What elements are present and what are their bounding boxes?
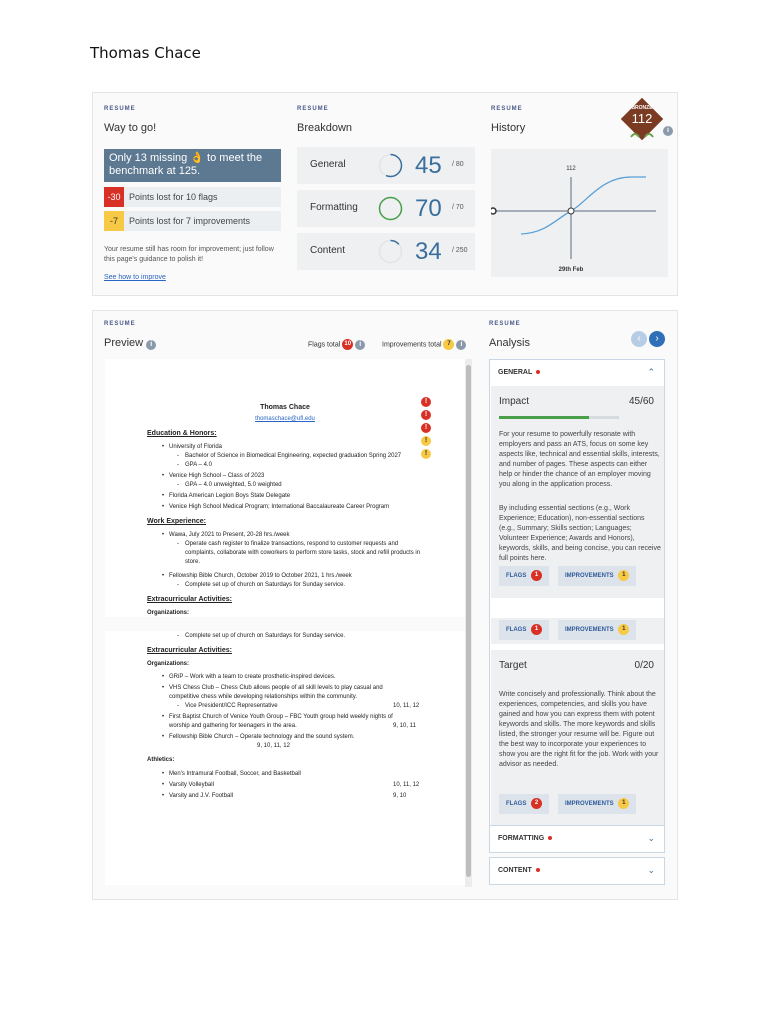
- document-title: Thomas Chace: [90, 44, 201, 62]
- flag-marker-icon[interactable]: !: [421, 410, 431, 420]
- summary-panel: [92, 92, 678, 296]
- target-paragraph: Write concisely and professionally. Think about the experiences, competencies, and skills you have gained and how you can express them with potent keywords and skills. The more keywords and skills listed, the stronger your resume will be. Figure out the best way to incorporate your experiences to show you are the right fit for the job. Work with your advisor as needed.: [499, 691, 659, 768]
- resume-years: 10, 11, 12: [393, 703, 420, 709]
- benchmark-banner: Only 13 missing 👌 to meet the benchmark at 125.: [104, 149, 281, 182]
- improvements-points-value: -7: [104, 211, 124, 231]
- flags-total: [308, 339, 365, 350]
- resume-bullet: • Venice High School – Class of 2023: [169, 472, 264, 481]
- resume-bullet: • Varsity and J.V. Football: [169, 792, 233, 801]
- general-flag-dot: [536, 370, 540, 374]
- improvement-marker-icon[interactable]: !: [421, 436, 431, 446]
- content-score-ring: [377, 238, 404, 265]
- resume-preview-page[interactable]: [105, 359, 470, 617]
- badge-label: BRONZE: [631, 105, 653, 111]
- history-point-label: 112: [566, 166, 576, 172]
- resume-years: 10, 11, 12: [393, 782, 420, 788]
- improvements-total-label: Improvements total: [382, 341, 442, 349]
- preview-info-icon[interactable]: i: [146, 340, 156, 350]
- see-how-to-improve-link[interactable]: See how to improve: [104, 274, 166, 281]
- flags-points-value: -30: [104, 187, 124, 207]
- flag-marker-icon[interactable]: !: [421, 397, 431, 407]
- history-date-label: 29th Feb: [558, 267, 584, 273]
- resume-bullet: • Varsity Volleyball: [169, 781, 214, 790]
- breakdown-score: 70: [415, 195, 442, 222]
- preview-title: [104, 337, 156, 350]
- formatting-flag-dot: [548, 836, 552, 840]
- resume-years: 9, 10: [393, 793, 407, 799]
- improvements-info-icon[interactable]: i: [456, 340, 466, 350]
- breakdown-eyebrow: RESUME: [297, 106, 329, 112]
- chevron-left-icon: ‹: [637, 333, 641, 344]
- target-flags-button[interactable]: [499, 794, 549, 814]
- flags-total-count: 10: [342, 339, 353, 350]
- preview-eyebrow: RESUME: [104, 321, 136, 327]
- breakdown-max: / 250: [452, 247, 468, 254]
- resume-bullet: • First Baptist Church of Venice Youth Group – FBC Youth group held weekly nights of worship and gathering for teenagers in the area.: [169, 713, 399, 731]
- resume-subheading: Organizations:: [147, 661, 190, 667]
- chevron-right-icon: ›: [655, 333, 659, 344]
- improvements-chip-count: 1: [618, 798, 629, 809]
- breakdown-title: Breakdown: [297, 122, 353, 134]
- content-accordion-header[interactable]: [498, 867, 540, 874]
- resume-sub-bullet: - Operate cash register to finalize transactions, respond to customer requests and complaints, collaborate with coworkers to perform store tasks, stock and refill products in store.: [185, 540, 421, 567]
- improvements-chip-label: IMPROVEMENTS: [565, 627, 614, 633]
- improvement-note: Your resume still has room for improvement; just follow this page's guidance to polish it!: [104, 246, 274, 263]
- resume-sub-bullet: - Vice President/ICC Representative: [185, 702, 278, 711]
- history-info-icon[interactable]: i: [663, 126, 673, 136]
- preview-title-text: Preview: [104, 337, 144, 349]
- breakdown-label: Content: [310, 245, 346, 256]
- impact-card: [491, 386, 664, 598]
- resume-name: Thomas Chace: [260, 404, 310, 411]
- improvement-marker-icon[interactable]: !: [421, 449, 431, 459]
- target-title: Target: [499, 660, 527, 671]
- resume-heading: Extracurricular Activities:: [147, 596, 232, 603]
- way-to-go-title: Way to go!: [104, 122, 157, 134]
- resume-sub-bullet: - Bachelor of Science in Biomedical Engineering, expected graduation Spring 2027: [185, 452, 401, 461]
- resume-email: thomaschace@ufl.edu: [255, 416, 315, 422]
- content-accordion[interactable]: [489, 857, 665, 885]
- improvements-chip-count: 1: [618, 570, 629, 581]
- general-accordion-header[interactable]: [498, 369, 540, 376]
- general-label: GENERAL: [498, 369, 533, 376]
- resume-bullet: • VHS Chess Club – Chess Club allows people of all skill levels to play casual and competitive chess while developing relationships within the community.: [169, 684, 399, 702]
- resume-preview-page-continued[interactable]: [105, 631, 470, 885]
- resume-bullet: • Fellowship Bible Church, October 2019 to October 2021, 1 hrs./week: [169, 572, 352, 581]
- general-score-ring: [377, 152, 404, 179]
- resume-bullet: • University of Florida: [169, 443, 222, 452]
- analysis-eyebrow: RESUME: [489, 321, 521, 327]
- flags-total-label: Flags total: [308, 341, 341, 349]
- impact-title: Impact: [499, 396, 530, 407]
- formatting-score-ring: [377, 195, 404, 222]
- resume-heading: Work Experience:: [147, 518, 207, 525]
- improvements-total-count: 7: [443, 339, 454, 350]
- impact-progress-fill: [499, 416, 589, 419]
- bronze-badge-icon: [617, 97, 667, 147]
- improvements-chip-label: IMPROVEMENTS: [565, 801, 614, 807]
- preview-scrollbar-thumb[interactable]: [466, 365, 471, 877]
- breakdown-row-formatting: [297, 190, 475, 227]
- chevron-down-icon[interactable]: ⌄: [647, 865, 655, 875]
- breakdown-label: Formatting: [310, 202, 358, 213]
- flags-chip-count: 2: [531, 798, 542, 809]
- resume-sub-bullet: - Complete set up of church on Saturdays for Sunday service.: [185, 632, 345, 641]
- chevron-up-icon[interactable]: ⌃: [647, 367, 655, 377]
- impact-improvements-button[interactable]: [558, 620, 636, 640]
- flags-chip-label: FLAGS: [506, 801, 527, 807]
- improvements-points-text: Points lost for 7 improvements: [129, 216, 251, 226]
- breakdown-score: 45: [415, 152, 442, 179]
- resume-bullet: • Florida American Legion Boys State Delegate: [169, 492, 290, 501]
- target-value: 0/20: [634, 660, 654, 671]
- badge-score: 112: [631, 111, 653, 126]
- target-card: [491, 650, 664, 836]
- resume-bullet: • Venice High School Medical Program; International Baccalaureate Career Program: [169, 503, 389, 512]
- resume-years: 9, 10, 11, 12: [257, 743, 290, 749]
- resume-subheading: Organizations:: [147, 610, 190, 616]
- resume-sub-bullet: - Complete set up of church on Saturdays for Sunday service.: [185, 581, 345, 590]
- breakdown-row-content: [297, 233, 475, 270]
- impact-value: 45/60: [628, 396, 654, 407]
- resume-heading: Education & Honors:: [147, 430, 217, 437]
- chevron-down-icon[interactable]: ⌄: [647, 833, 655, 843]
- improvements-chip-count: 1: [618, 624, 629, 635]
- analysis-next-button[interactable]: [649, 331, 665, 347]
- breakdown-max: / 70: [452, 204, 464, 211]
- resume-bullet: • Men's Intramural Football, Soccer, and Basketball: [169, 770, 301, 779]
- resume-bullet: • Fellowship Bible Church – Operate technology and the sound system.: [169, 733, 354, 742]
- breakdown-score: 34: [415, 238, 442, 265]
- impact-card-continued: [491, 618, 664, 644]
- history-chart: [491, 149, 668, 277]
- impact-paragraph-2: By including essential sections (e.g., Work Experience; Education), non-essential sections (e.g., Summary; Skills section; Languages; Volunteer Experience; Awards and Honors), keywords, skills, and being concise, you can receive full points here.: [499, 505, 661, 562]
- impact-progress-bar: [499, 416, 619, 419]
- impact-flags-button[interactable]: [499, 566, 549, 586]
- resume-bullet: • Wawa, July 2021 to Present, 20-28 hrs./week: [169, 531, 290, 540]
- flag-marker-icon[interactable]: !: [421, 423, 431, 433]
- formatting-accordion-header[interactable]: [498, 835, 552, 842]
- preview-scrollbar[interactable]: [465, 359, 472, 887]
- resume-years: 9, 10, 11: [393, 723, 416, 729]
- impact-paragraph-1: For your resume to powerfully resonate with employers and pass an ATS, focus on some key aspects like, technical and essential skills, interests, and number of pages. These aspects can either help or hinder the chance of an employer moving you along in the application process.: [499, 431, 660, 488]
- target-improvements-button[interactable]: [558, 794, 636, 814]
- flags-points-pill: [104, 187, 281, 207]
- resume-heading: Extracurricular Activities:: [147, 647, 232, 654]
- resume-bullet: • GRiP – Work with a team to create prosthetic-inspired devices.: [169, 673, 336, 682]
- flags-info-icon[interactable]: i: [355, 340, 365, 350]
- flags-chip-label: FLAGS: [506, 627, 527, 633]
- flags-chip-count: 1: [531, 624, 542, 635]
- history-eyebrow: RESUME: [491, 106, 523, 112]
- history-title: History: [491, 122, 526, 134]
- breakdown-row-general: [297, 147, 475, 184]
- analysis-prev-button[interactable]: [631, 331, 647, 347]
- way-to-go-eyebrow: RESUME: [104, 106, 136, 112]
- content-flag-dot: [536, 868, 540, 872]
- analysis-title: Analysis: [489, 337, 530, 349]
- breakdown-label: General: [310, 159, 346, 170]
- resume-sub-bullet: - GPA – 4.0 unweighted, 5.0 weighted: [185, 481, 282, 490]
- improvements-total: [382, 339, 466, 350]
- preview-analysis-panel: [92, 310, 678, 900]
- breakdown-max: / 80: [452, 161, 464, 168]
- impact-improvements-button[interactable]: [558, 566, 636, 586]
- flags-chip-count: 1: [531, 570, 542, 581]
- formatting-label: FORMATTING: [498, 835, 545, 842]
- improvements-chip-label: IMPROVEMENTS: [565, 573, 614, 579]
- improvements-points-pill: [104, 211, 281, 231]
- content-label: CONTENT: [498, 867, 532, 874]
- resume-subheading: Athletics:: [147, 757, 175, 763]
- resume-sub-bullet: - GPA – 4.0: [185, 461, 212, 470]
- flags-points-text: Points lost for 10 flags: [129, 192, 218, 202]
- general-accordion: [489, 359, 665, 841]
- formatting-accordion[interactable]: [489, 825, 665, 853]
- impact-flags-button[interactable]: [499, 620, 549, 640]
- flags-chip-label: FLAGS: [506, 573, 527, 579]
